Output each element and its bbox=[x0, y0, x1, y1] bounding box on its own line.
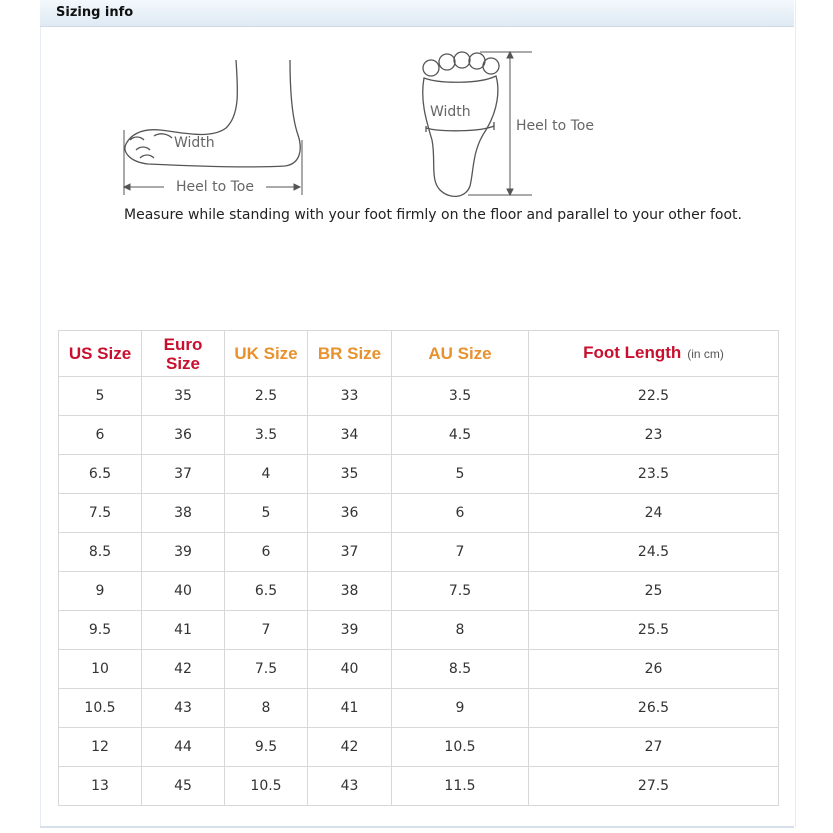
foot-length-cell: 24 bbox=[529, 494, 779, 533]
euro-size-cell: 41 bbox=[142, 611, 225, 650]
euro-size-cell: 43 bbox=[142, 689, 225, 728]
uk-size-cell: 2.5 bbox=[225, 377, 308, 416]
au-size-cell: 8.5 bbox=[392, 650, 529, 689]
au-size-cell: 11.5 bbox=[392, 767, 529, 806]
us-size-cell: 13 bbox=[59, 767, 142, 806]
au-size-cell: 5 bbox=[392, 455, 529, 494]
foot-length-unit: (in cm) bbox=[687, 347, 724, 361]
table-row bbox=[59, 728, 779, 767]
sole-width-label: Width bbox=[430, 104, 471, 120]
us-size-cell: 10 bbox=[59, 650, 142, 689]
br-size-cell: 38 bbox=[308, 572, 392, 611]
uk-size-cell: 8 bbox=[225, 689, 308, 728]
us-size-cell: 6 bbox=[59, 416, 142, 455]
br-size-cell: 36 bbox=[308, 494, 392, 533]
br-size-cell: 42 bbox=[308, 728, 392, 767]
uk-size-cell: 5 bbox=[225, 494, 308, 533]
br-size-cell: 34 bbox=[308, 416, 392, 455]
col-header-us: US Size bbox=[59, 331, 142, 377]
table-row bbox=[59, 767, 779, 806]
col-header-uk: UK Size bbox=[225, 331, 308, 377]
table-row bbox=[59, 494, 779, 533]
foot-illustration bbox=[100, 40, 740, 210]
euro-size-cell: 44 bbox=[142, 728, 225, 767]
foot-length-cell: 25 bbox=[529, 572, 779, 611]
br-size-cell: 33 bbox=[308, 377, 392, 416]
table-row bbox=[59, 416, 779, 455]
uk-size-cell: 4 bbox=[225, 455, 308, 494]
uk-size-cell: 6.5 bbox=[225, 572, 308, 611]
col-header-br: BR Size bbox=[308, 331, 392, 377]
br-size-cell: 37 bbox=[308, 533, 392, 572]
side-width-label: Width bbox=[174, 135, 215, 151]
au-size-cell: 3.5 bbox=[392, 377, 529, 416]
br-size-cell: 43 bbox=[308, 767, 392, 806]
us-size-cell: 7.5 bbox=[59, 494, 142, 533]
us-size-cell: 5 bbox=[59, 377, 142, 416]
foot-length-cell: 22.5 bbox=[529, 377, 779, 416]
au-size-cell: 9 bbox=[392, 689, 529, 728]
euro-size-cell: 40 bbox=[142, 572, 225, 611]
foot-length-cell: 23.5 bbox=[529, 455, 779, 494]
foot-length-cell: 27 bbox=[529, 728, 779, 767]
us-size-cell: 9.5 bbox=[59, 611, 142, 650]
euro-size-cell: 38 bbox=[142, 494, 225, 533]
uk-size-cell: 10.5 bbox=[225, 767, 308, 806]
au-size-cell: 7 bbox=[392, 533, 529, 572]
us-size-cell: 12 bbox=[59, 728, 142, 767]
uk-size-cell: 7 bbox=[225, 611, 308, 650]
us-size-cell: 8.5 bbox=[59, 533, 142, 572]
br-size-cell: 41 bbox=[308, 689, 392, 728]
table-row bbox=[59, 689, 779, 728]
table-row bbox=[59, 572, 779, 611]
euro-size-cell: 45 bbox=[142, 767, 225, 806]
us-size-cell: 9 bbox=[59, 572, 142, 611]
euro-size-cell: 37 bbox=[142, 455, 225, 494]
table-header-row bbox=[59, 331, 779, 377]
br-size-cell: 40 bbox=[308, 650, 392, 689]
measure-instruction: Measure while standing with your foot firmly on the floor and parallel to your other foot. bbox=[124, 207, 742, 223]
table-row bbox=[59, 611, 779, 650]
uk-size-cell: 9.5 bbox=[225, 728, 308, 767]
table-row bbox=[59, 455, 779, 494]
section-title: Sizing info bbox=[56, 5, 134, 20]
bottom-divider bbox=[40, 826, 794, 828]
us-size-cell: 10.5 bbox=[59, 689, 142, 728]
side-length-label: Heel to Toe bbox=[176, 179, 254, 195]
foot-length-label: Foot Length bbox=[583, 343, 682, 362]
au-size-cell: 4.5 bbox=[392, 416, 529, 455]
table-row bbox=[59, 650, 779, 689]
table-row bbox=[59, 533, 779, 572]
euro-size-cell: 39 bbox=[142, 533, 225, 572]
euro-size-cell: 36 bbox=[142, 416, 225, 455]
uk-size-cell: 6 bbox=[225, 533, 308, 572]
us-size-cell: 6.5 bbox=[59, 455, 142, 494]
foot-length-cell: 26 bbox=[529, 650, 779, 689]
au-size-cell: 10.5 bbox=[392, 728, 529, 767]
col-header-au: AU Size bbox=[392, 331, 529, 377]
sole-foot-outline bbox=[423, 52, 499, 196]
size-chart-table bbox=[58, 330, 779, 806]
section-header bbox=[40, 0, 794, 27]
sole-length-label: Heel to Toe bbox=[516, 118, 594, 134]
col-header-foot-length bbox=[529, 331, 779, 377]
au-size-cell: 6 bbox=[392, 494, 529, 533]
euro-size-cell: 42 bbox=[142, 650, 225, 689]
au-size-cell: 8 bbox=[392, 611, 529, 650]
foot-length-cell: 27.5 bbox=[529, 767, 779, 806]
foot-length-cell: 23 bbox=[529, 416, 779, 455]
foot-length-cell: 25.5 bbox=[529, 611, 779, 650]
table-row bbox=[59, 377, 779, 416]
br-size-cell: 39 bbox=[308, 611, 392, 650]
euro-size-cell: 35 bbox=[142, 377, 225, 416]
table-body bbox=[59, 377, 779, 806]
uk-size-cell: 7.5 bbox=[225, 650, 308, 689]
br-size-cell: 35 bbox=[308, 455, 392, 494]
uk-size-cell: 3.5 bbox=[225, 416, 308, 455]
foot-length-cell: 26.5 bbox=[529, 689, 779, 728]
col-header-euro: Euro Size bbox=[142, 331, 225, 377]
au-size-cell: 7.5 bbox=[392, 572, 529, 611]
foot-length-cell: 24.5 bbox=[529, 533, 779, 572]
